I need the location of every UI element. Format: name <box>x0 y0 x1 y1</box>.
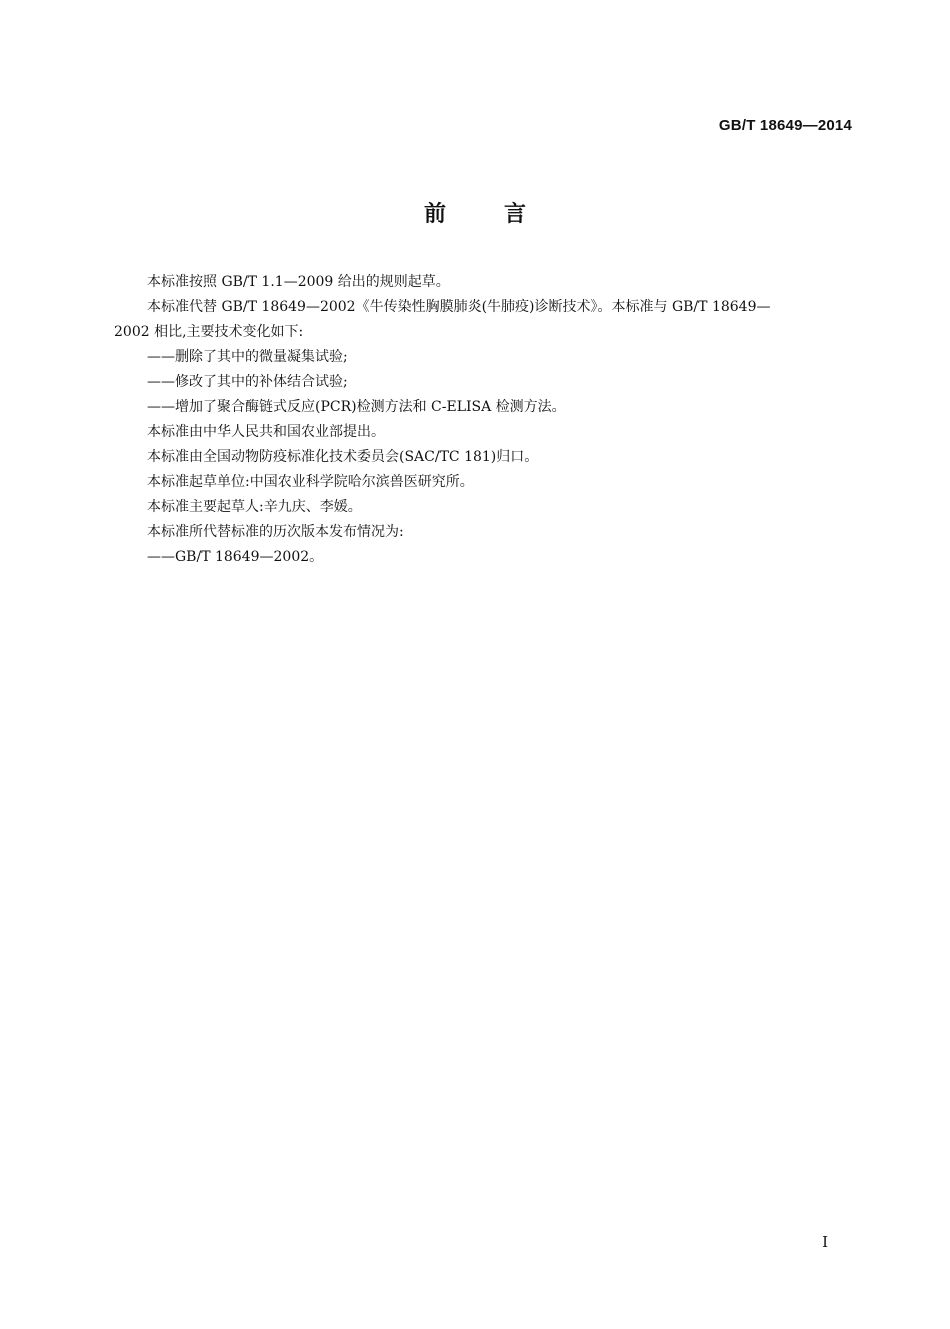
previous-edition-item: ——GB/T 18649—2002。 <box>147 549 324 565</box>
page-number: I <box>822 1233 828 1251</box>
paragraph-previous-editions: 本标准所代替标准的历次版本发布情况为: <box>147 524 404 540</box>
change-item-modified: ——修改了其中的补体结合试验; <box>147 374 348 390</box>
change-item-deleted: ——删除了其中的微量凝集试验; <box>147 349 348 365</box>
paragraph-drafting-unit: 本标准起草单位:中国农业科学院哈尔滨兽医研究所。 <box>147 474 474 490</box>
standard-number: GB/T 18649—2014 <box>718 117 852 134</box>
page-title: 前言 <box>423 202 584 227</box>
paragraph-drafters: 本标准主要起草人:辛九庆、李媛。 <box>147 499 362 515</box>
paragraph-replaces: 本标准代替 GB/T 18649—2002《牛传染性胸膜肺炎(牛肺疫)诊断技术》。本标准与 GB/T 18649— <box>147 299 771 315</box>
paragraph-replaces-continued: 2002 相比,主要技术变化如下: <box>114 324 304 340</box>
paragraph-centralized-by: 本标准由全国动物防疫标准化技术委员会(SAC/TC 181)归口。 <box>147 449 539 465</box>
paragraph-proposed-by: 本标准由中华人民共和国农业部提出。 <box>147 424 385 440</box>
change-item-added: ——增加了聚合酶链式反应(PCR)检测方法和 C-ELISA 检测方法。 <box>147 399 566 415</box>
paragraph-drafting-rules: 本标准按照 GB/T 1.1—2009 给出的规则起草。 <box>147 274 450 290</box>
foreword-body <box>114 270 854 570</box>
